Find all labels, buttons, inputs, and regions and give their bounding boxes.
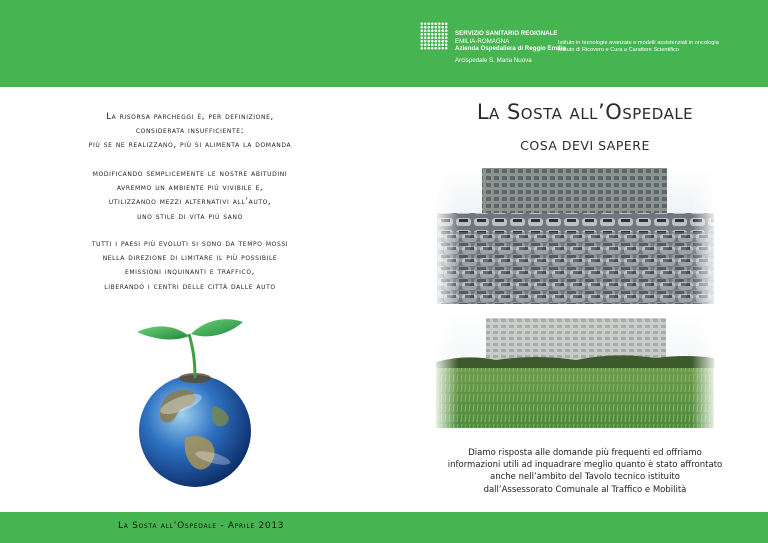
ssr-block bbox=[455, 30, 566, 64]
p2-line-2: avremmo un ambiente più vivibile e, bbox=[116, 183, 264, 194]
page-subtitle: COSA DEVI SAPERE bbox=[520, 138, 650, 153]
p3-line-4: liberando i centri delle città dalle auto bbox=[104, 281, 276, 292]
institute-line-1: Istituto in tecnologie avanzate e modelli assistenziali in oncologia bbox=[558, 40, 719, 46]
p1-line-1: La risorsa parcheggi è, per definizione, bbox=[106, 112, 274, 122]
p2-line-3: utilizzando mezzi alternativi all’auto, bbox=[108, 197, 272, 208]
footer-text: La Sosta all’Ospedale - Aprile 2013 bbox=[118, 521, 285, 531]
p1-line-3: più se ne realizzano, più si alimenta la domanda bbox=[88, 140, 292, 151]
p3-line-3: emissioni inquinanti e traffico, bbox=[125, 267, 255, 278]
institute-block bbox=[558, 40, 719, 55]
globe-seedling-illustration bbox=[125, 318, 265, 488]
desc-line-2: informazioni utili ad inquadrare meglio quanto è stato affrontato bbox=[447, 460, 723, 471]
p2-line-1: modificando semplicemente le nostre abitudini bbox=[92, 169, 288, 179]
paragraph-parking bbox=[60, 110, 320, 153]
ssr-line-3: Azienda Ospedaliera di Reggio Emilia bbox=[455, 45, 566, 53]
desc-line-3: anche nell’ambito del Tavolo tecnico istituito bbox=[490, 472, 680, 483]
page-title: La Sosta all’Ospedale bbox=[476, 100, 694, 124]
p1-line-2: considerata insufficiente: bbox=[135, 126, 245, 137]
ssr-line-1: SERVIZIO SANITARIO REGIONALE bbox=[455, 30, 558, 37]
hospital-name: Arcispedale S. Maria Nuova bbox=[455, 56, 532, 64]
paragraph-habits bbox=[60, 167, 320, 224]
desc-line-4: dall’Assessorato Comunale al Traffico e Mobilità bbox=[483, 484, 687, 495]
p3-line-2: nella direzione di limitare il più possibile bbox=[102, 253, 278, 264]
p3-line-1: tutti i paesi più evoluti si sono da tempo mossi bbox=[91, 239, 289, 249]
ssr-line-2: EMILIA-ROMAGNA bbox=[455, 37, 510, 45]
green-field-photo bbox=[436, 312, 714, 428]
description-paragraph bbox=[430, 447, 740, 496]
ssr-logo-icon bbox=[420, 22, 448, 50]
footer-band bbox=[0, 512, 768, 543]
p2-line-4: uno stile di vita più sano bbox=[137, 211, 243, 222]
parking-lot-photo bbox=[437, 168, 714, 304]
institute-line-2: Istituto di Ricovero e Cura a Carattere Scientifico bbox=[558, 47, 679, 54]
desc-line-1: Diamo risposta alle domande più frequenti ed offriamo bbox=[468, 448, 702, 458]
paragraph-countries bbox=[60, 237, 320, 294]
